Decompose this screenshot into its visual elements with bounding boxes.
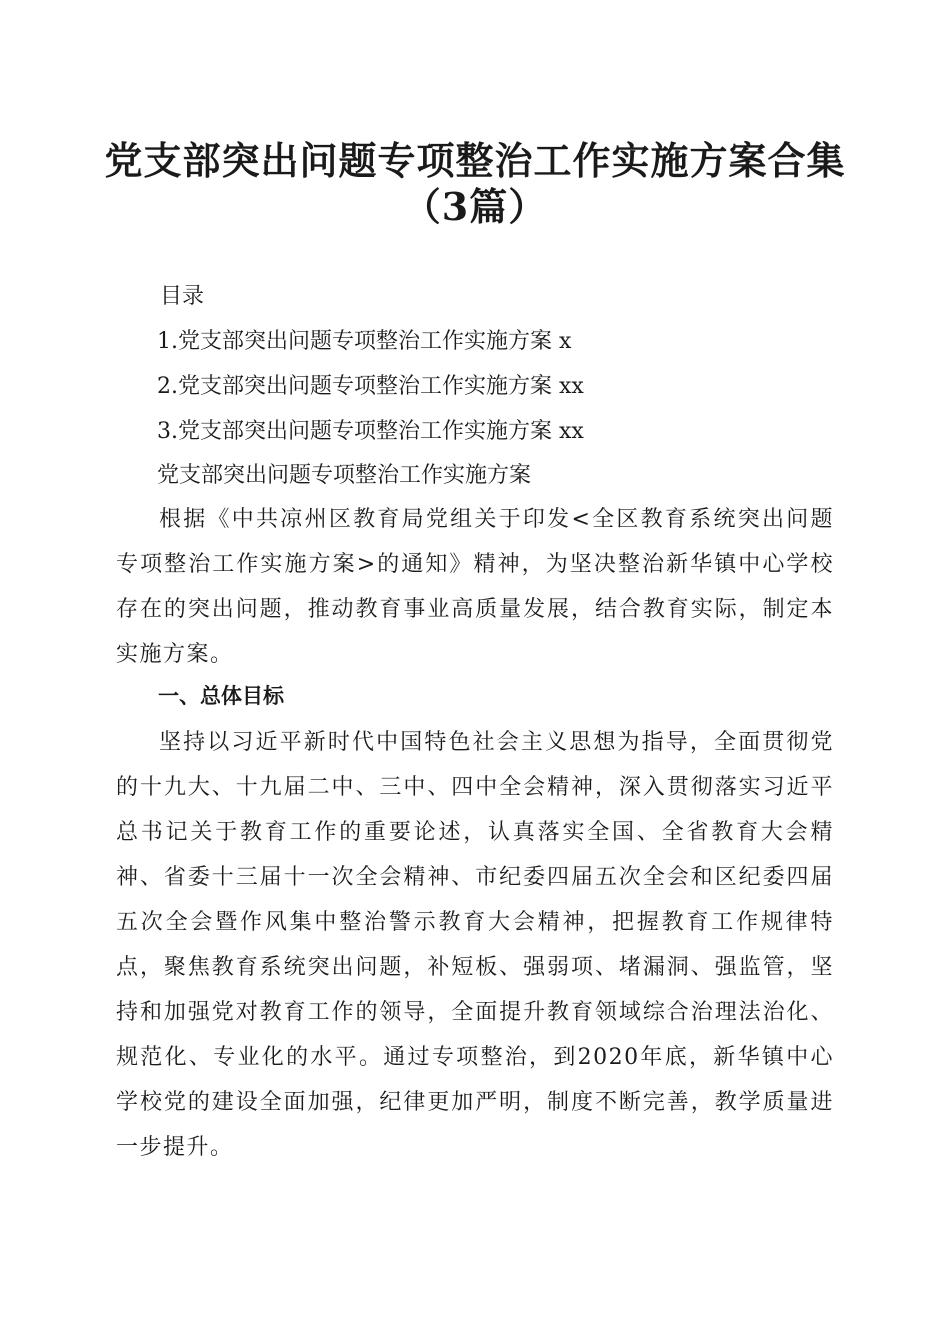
toc-item: 3.党支部突出问题专项整治工作实施方案 xx xyxy=(157,419,584,444)
intro-paragraph: 根据《中共凉州区教育局党组关于印发<全区教育系统突出问题专项整治工作实施方案>的通知》精神，为坚决整治新华镇中心学校存在的突出问题，推动教育事业高质量发展，结合教育实际，制定本实施方案。 xyxy=(116,507,834,667)
document-main-title: 党支部突出问题专项整治工作实施方案合集 xyxy=(104,138,846,183)
general-goal-paragraph: 坚持以习近平新时代中国特色社会主义思想为指导，全面贯彻党的十九大、十九届二中、三中、四中全会精神，深入贯彻落实习近平总书记关于教育工作的重要论述，认真落实全国、全省教育大会精神、省委十三届十一次全会精神、市纪委四届五次全会和区纪委四届五次全会暨作风集中整治警示教育大会精神，把握教育工作规律特点，聚焦教育系统突出问题，补短板、强弱项、堵漏洞、强监管，坚持和加强党对教育工作的领导，全面提升教育领域综合治理法治化、规范化、专业化的水平。通过专项整治，到2020年底，新华镇中心学校党的建设全面加强，纪律更加严明，制度不断完善，教学质量进一步提升。 xyxy=(116,730,834,1160)
toc-heading: 目录 xyxy=(160,284,205,309)
toc-item: 1.党支部突出问题专项整治工作实施方案 x xyxy=(157,329,572,354)
section-heading-general-goal: 一、总体目标 xyxy=(158,684,284,708)
toc-item: 2.党支部突出问题专项整治工作实施方案 xx xyxy=(157,374,584,399)
article-title: 党支部突出问题专项整治工作实施方案 xyxy=(157,463,532,488)
document-title-count: （3篇） xyxy=(402,184,548,229)
